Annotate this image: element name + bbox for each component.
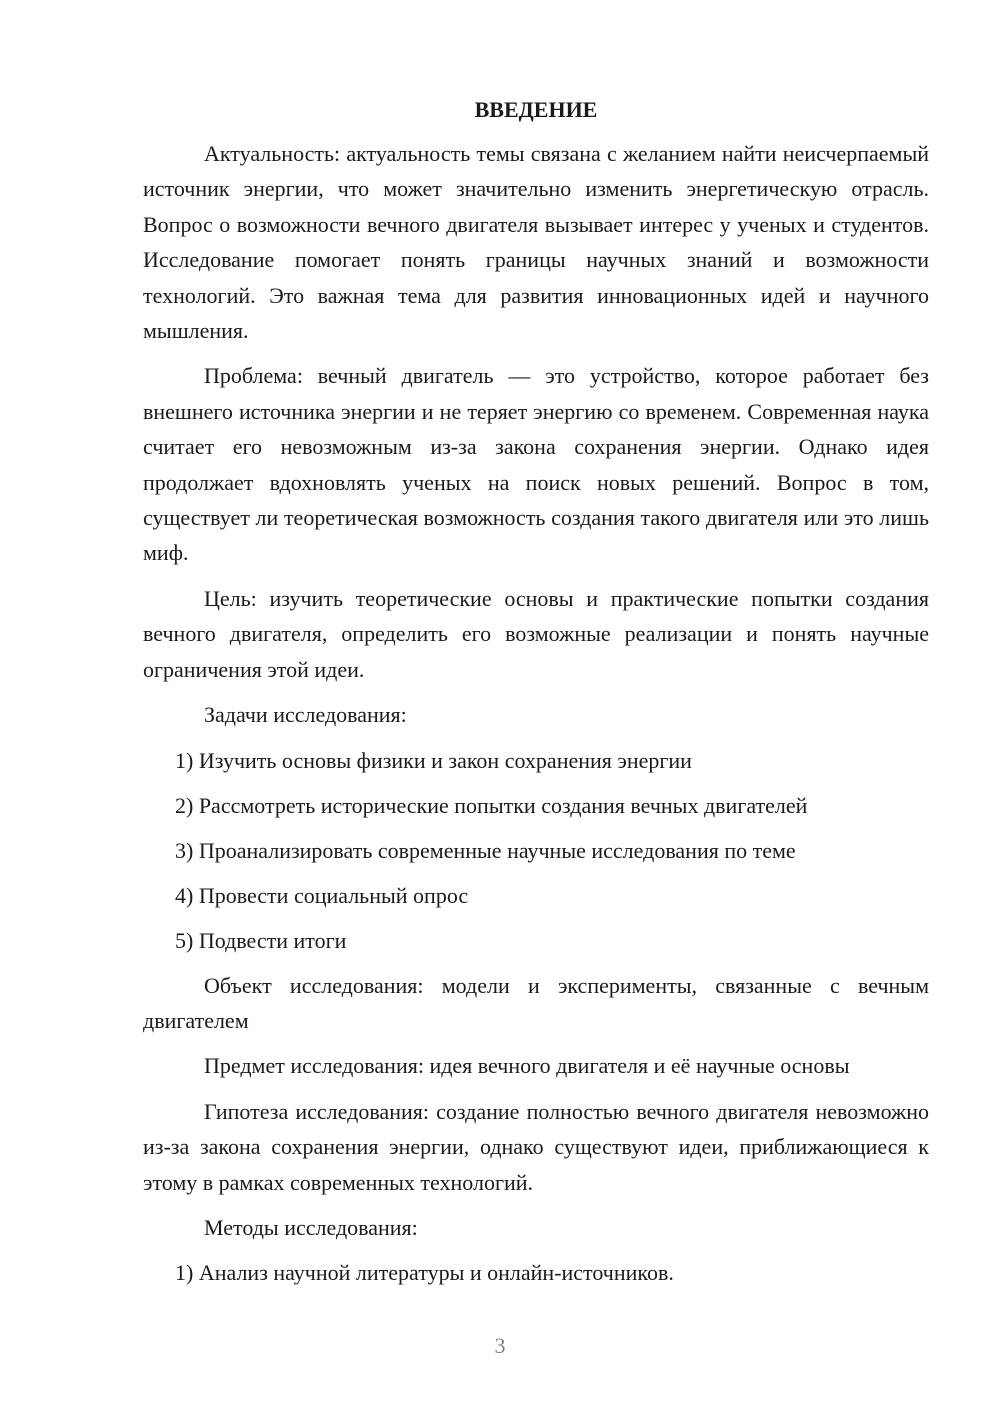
page-number: 3	[494, 1333, 506, 1358]
task-item: 2) Рассмотреть исторические попытки создания вечных двигателей	[175, 792, 808, 818]
task-item: 4) Провести социальный опрос	[175, 882, 469, 908]
task-item: 1) Изучить основы физики и закон сохранения энергии	[175, 747, 692, 773]
tasks-title: Задачи исследования:	[204, 702, 407, 728]
page-content	[143, 96, 929, 1300]
task-item: 3) Проанализировать современные научные исследования по теме	[175, 837, 796, 863]
task-item: 5) Подвести итоги	[175, 927, 347, 953]
relevance-paragraph: Актуальность: актуальность темы связана с желанием найти неисчерпаемый источник энергии, что может значительно изменить энергетическую отрасль. Вопрос о возможности вечного двигателя вызывает интерес у ученых и студентов. Исследование помогает понять границы научных знаний и возможности технологий. Это важная тема для развития инновационных идей и научного мышления.	[143, 141, 929, 344]
section-heading: ВВЕДЕНИЕ	[474, 97, 598, 122]
subject-paragraph: Предмет исследования: идея вечного двигателя и её научные основы	[204, 1053, 850, 1079]
goal-paragraph: Цель: изучить теоретические основы и практические попытки создания вечного двигателя, определить его возможные реализации и понять научные ограничения этой идеи.	[143, 585, 929, 682]
method-item: 1) Анализ научной литературы и онлайн-источников.	[175, 1260, 674, 1286]
problem-paragraph: Проблема: вечный двигатель — это устройство, которое работает без внешнего источника энергии и не теряет энергию со временем. Современная наука считает его невозможным из-за закона сохранения энергии. Однако идея продолжает вдохновлять ученых на поиск новых решений. Вопрос в том, существует ли теоретическая возможность создания такого двигателя или это лишь миф.	[143, 363, 929, 566]
methods-title: Методы исследования:	[204, 1214, 418, 1240]
object-paragraph: Объект исследования: модели и эксперименты, связанные с вечным двигателем	[143, 972, 929, 1033]
hypothesis-paragraph: Гипотеза исследования: создание полностью вечного двигателя невозможно из-за закона сохранения энергии, однако существуют идеи, приближающиеся к этому в рамках современных технологий.	[143, 1098, 929, 1195]
